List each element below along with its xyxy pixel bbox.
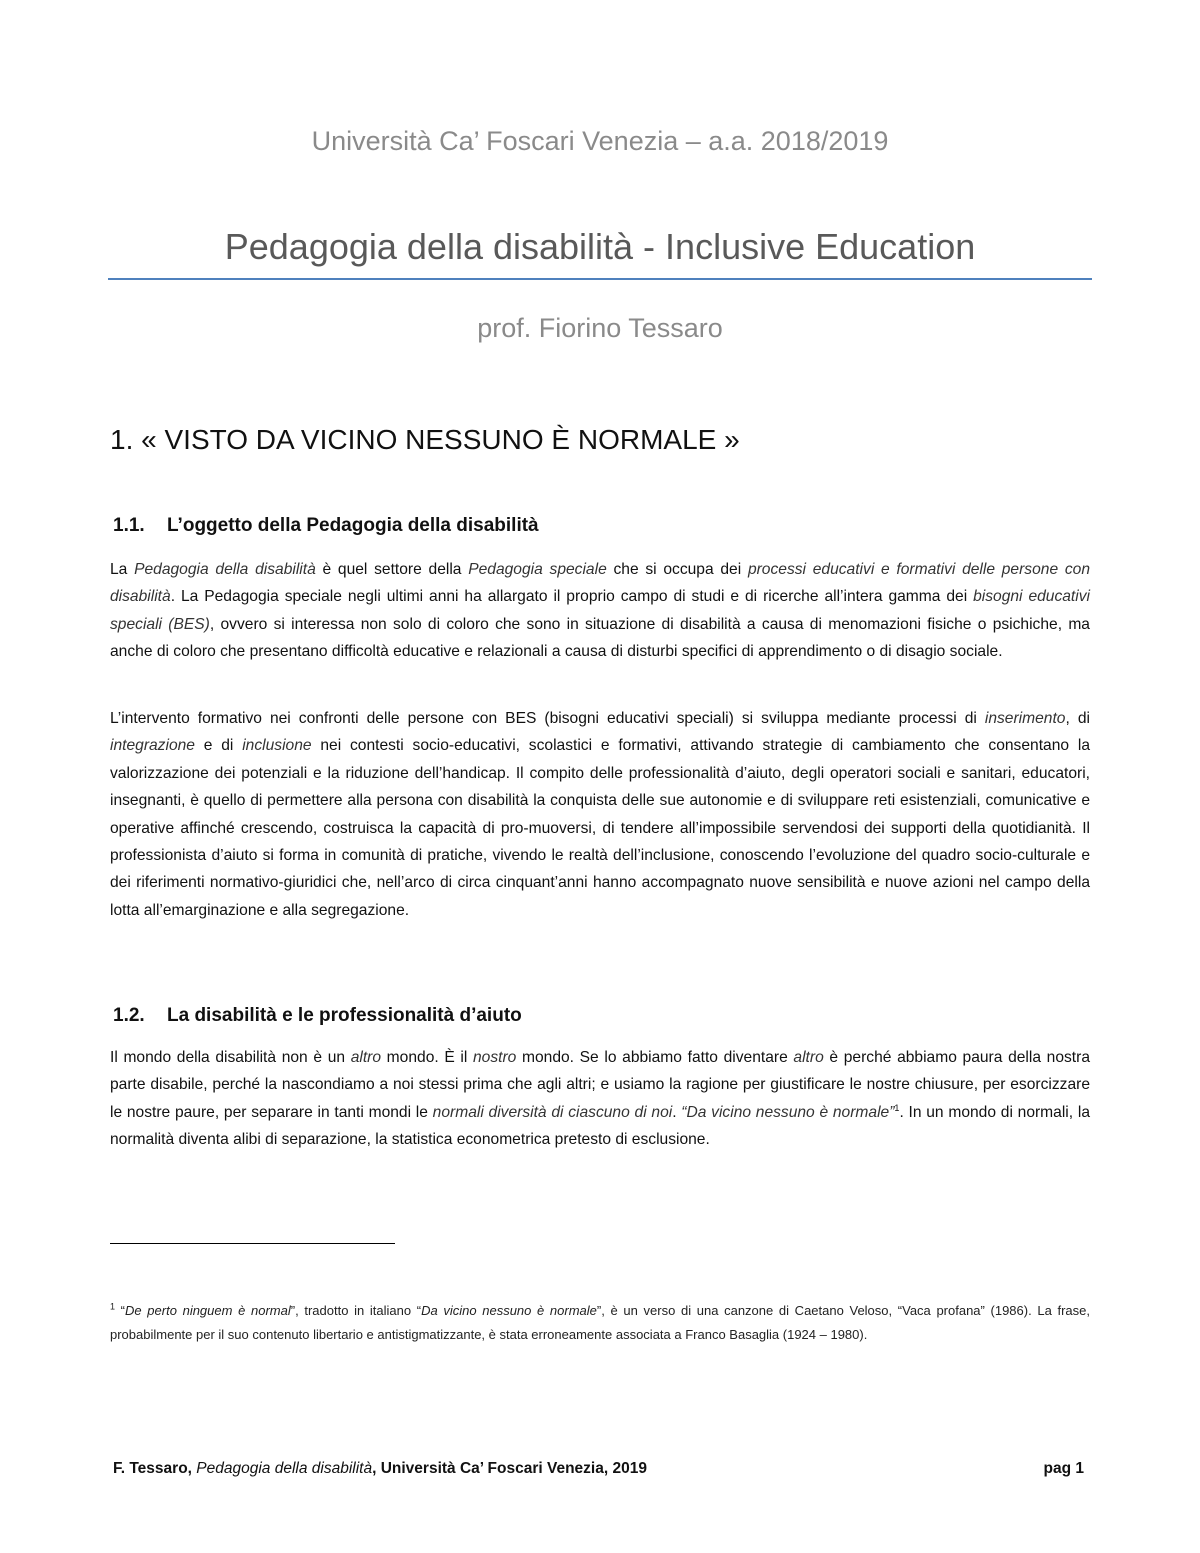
section-1-2-paragraph-1: Il mondo della disabilità non è un altro mondo. È il nostro mondo. Se lo abbiamo fatto diventare altro è perché abbiamo paura della nostra parte disabile, perché la nascondiamo a noi stessi prima che agli altri; e usiamo la ragione per giustificare le nostre chiusure, per esorcizzare le nostre paure, per separare in tanti mondi le normali diversità di ciascuno di noi. “Da vicino nessuno è normale”$^1$. In un mondo di normali, la normalità diventa alibi di separazione, la statistica econometrica pretesto di esclusione. — [110, 1049, 1091, 1149]
section-1-1-title: L’oggetto della Pedagogia della disabilità — [167, 515, 539, 536]
section-1-title: « VISTO DA VICINO NESSUNO È NORMALE » — [141, 424, 740, 455]
footer-author: F. Tessaro, — [113, 1460, 197, 1477]
section-1-2-title: La disabilità e le professionalità d’aiuto — [167, 1005, 522, 1026]
section-1-2-number: 1.2. — [113, 1005, 145, 1026]
section-1-heading — [110, 424, 740, 456]
page-footer — [113, 1460, 647, 1478]
footer-book-title: Pedagogia della disabilità — [196, 1460, 373, 1477]
professor-name: prof. Fiorino Tessaro — [477, 313, 723, 343]
section-1-1-number: 1.1. — [113, 515, 145, 536]
title-underline — [108, 278, 1092, 280]
section-1-2-heading — [113, 1005, 522, 1027]
section-1-number: 1. — [110, 424, 134, 455]
course-title: Pedagogia della disabilità - Inclusive Education — [224, 226, 976, 267]
section-1-1-heading — [113, 515, 539, 537]
page-number: pag 1 — [1043, 1460, 1084, 1477]
footer-publisher: , Università Ca’ Foscari Venezia, 2019 — [372, 1460, 647, 1477]
university-header: Università Ca’ Foscari Venezia – a.a. 2018/2019 — [311, 126, 889, 156]
section-1-1-paragraph-2: L’intervento formativo nei confronti delle persone con BES (bisogni educativi speciali) si sviluppa mediante processi di inserimento, di integrazione e di inclusione nei contesti socio-educativi, scolastici e formativi, attivando strategie di cambiamento che consentano la valorizzazione dei potenziali e la riduzione dell’handicap. Il compito delle professionalità d’aiuto, degli operatori sociali e sanitari, educatori, insegnanti, è quello di permettere alla persona con disabilità la conquista delle sue autonomie e di sviluppare reti esistenziali, comunicative e operative affinché crescendo, costruisca la capacità di pro-muoversi, di tendere all’impossibile servendosi dei supporti della quotidianità. Il professionista d’aiuto si forma in comunità di pratiche, vivendo le realtà dell’inclusione, conoscendo l’evoluzione del quadro socio-culturale e dei riferimenti normativo-giuridici che, nell’arco di circa cinquant’anni hanno accompagnato nuove sensibilità e nuove azioni nel campo della lotta all’emarginazione e alla segregazione. — [110, 710, 1090, 919]
footnote-1: $^1$ “De perto ninguem è normal”, tradotto in italiano “Da vicino nessuno è normale”, è un verso di una canzone di Caetano Veloso, “Vaca profana” (1986). La frase, probabilmente per il suo contenuto libertario e antistigmatizzante, è stata erroneamente associata a Franco Basaglia (1924 – 1980). — [110, 1301, 1091, 1342]
footnote-marker: 1 — [110, 1301, 116, 1312]
footnote-reference[interactable]: 1 — [894, 1102, 900, 1113]
footnote-separator — [110, 1243, 395, 1244]
section-1-1-paragraph-1: La Pedagogia della disabilità è quel settore della Pedagogia speciale che si occupa dei processi educativi e formativi delle persone con disabilità. La Pedagogia speciale negli ultimi anni ha allargato il proprio campo di studi e di ricerche all’intera gamma dei bisogni educativi speciali (BES), ovvero si interessa non solo di coloro che sono in situazione di disabilità a causa di menomazioni fisiche o psichiche, ma anche di coloro che presentano difficoltà educative e relazionali a causa di disturbi specifici di apprendimento o di disagio sociale. — [110, 561, 1090, 661]
